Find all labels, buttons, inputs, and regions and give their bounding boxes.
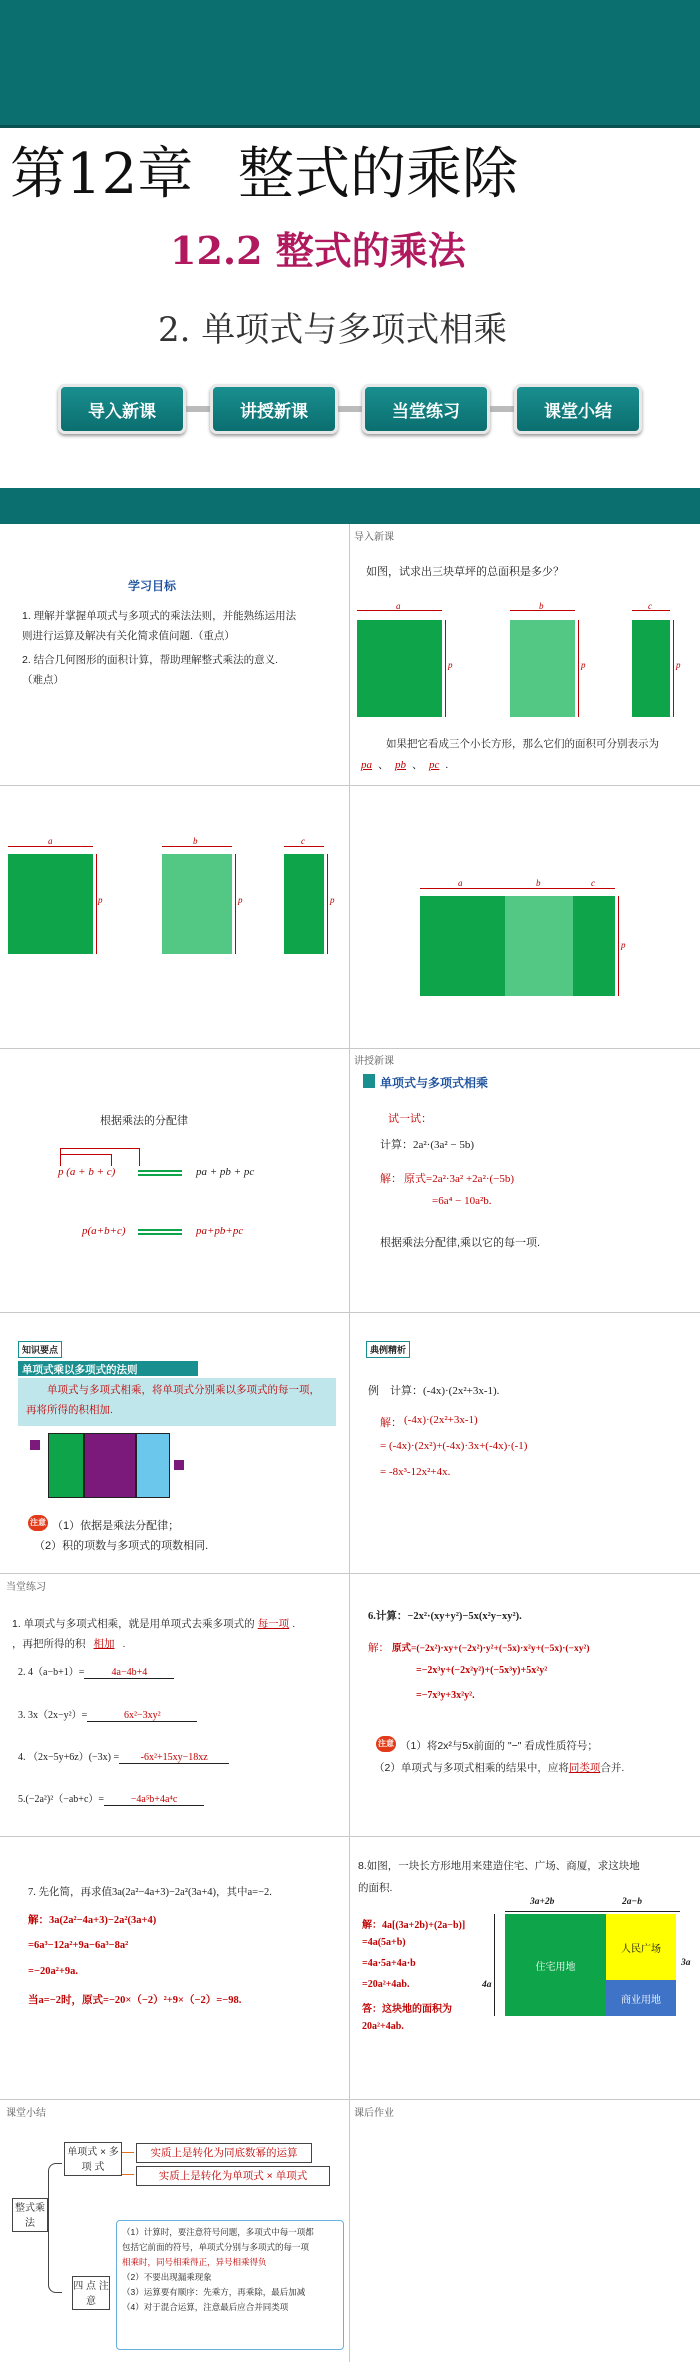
label-p: p (448, 660, 453, 670)
practice-q5 (18, 1790, 204, 1806)
label-c: c (301, 836, 305, 846)
label-a: a (396, 601, 401, 611)
land-side-2: 3a (681, 1958, 691, 1968)
dim-line (578, 620, 579, 717)
practice-q3 (18, 1706, 197, 1722)
label-c: c (591, 878, 595, 888)
lawn-c (632, 620, 670, 717)
q8-text-2: 的面积. (358, 1882, 393, 1894)
sep: 、 (412, 759, 423, 771)
q6-note-2 (374, 1760, 624, 1775)
label-a: a (458, 878, 463, 888)
rule-diagram (48, 1433, 170, 1498)
q6-l1: 原式=(−2x²)·xy+(−2x²)·y²+(−5x)·x²y+(−5x)·(−xy²) (392, 1644, 590, 1654)
lawn-b (510, 620, 575, 717)
sol-label: 解： (368, 1642, 389, 1654)
cover-top-bar (0, 0, 700, 125)
label-b: b (536, 878, 541, 888)
section-tag: 讲授新课 (354, 1056, 394, 1067)
diagram-part (48, 1433, 84, 1498)
equals-sign (138, 1170, 182, 1176)
summary-brace (48, 2163, 62, 2293)
row-divider (0, 1573, 700, 1574)
section-title: 12.2 整式的乘法 (170, 228, 466, 273)
diagram-part (136, 1433, 170, 1498)
q7-l3: =−20a²+9a. (28, 1966, 78, 1977)
answer-row (355, 756, 448, 772)
dim-line (673, 620, 674, 717)
label-p: p (621, 940, 626, 950)
rect-c (284, 854, 324, 954)
q3-answer: 6x²−3xy² (87, 1710, 197, 1722)
summary-box-1: 实质上是转化为同底数幂的运算 (136, 2143, 312, 2163)
q3-text: 3. 3x（2x−y²）= (18, 1710, 88, 1721)
rect-a (8, 854, 93, 954)
note-keyword: 同类项 (568, 1762, 601, 1774)
q1-answer-2: 相加 (93, 1638, 115, 1650)
q4-text: 4. （2x−5y+6z）(−3x) = (18, 1752, 120, 1763)
lawn-question: 如图，试求出三块草坪的总面积是多少？ (366, 566, 564, 578)
expr-p-2: p(a+b+c) (82, 1225, 126, 1237)
nav-intro[interactable]: 导入新课 (58, 384, 186, 434)
section-tag: 知识要点 (18, 1341, 62, 1358)
q1-text: 1. 单项式与多项式相乘，就是用单项式去乘多项式的 (12, 1618, 255, 1630)
combined-a (420, 896, 505, 996)
q4-answer: -6x²+15xy−18xz (119, 1752, 229, 1764)
land-top-1: 3a+2b (530, 1897, 555, 1907)
section-tag: 典例精析 (366, 1341, 410, 1358)
example-question: 例 计算：(-4x)·(2x²+3x-1). (368, 1385, 500, 1397)
q8-l5: 答：这块地的面积为 (362, 2004, 452, 2015)
rect-b (162, 854, 232, 954)
combined-c (573, 896, 615, 996)
goal-1: 1. 理解并掌握单项式与多项式的乘法法则，并能熟练运用法 (22, 610, 297, 622)
goal-1b: 则进行运算及解决有关化简求值问题.（重点） (22, 630, 235, 642)
q8-l1: 解：4a[(3a+2b)+(2a−b)] (362, 1920, 466, 1931)
land-side-1: 4a (482, 1980, 492, 1990)
rule-box (18, 1378, 336, 1426)
row-divider (0, 2099, 700, 2100)
chapter-title: 整式的乘除 (238, 142, 518, 207)
q7-l1: 解：3a(2a²−4a+3)−2a²(3a+4) (28, 1915, 157, 1926)
expr-p: p (a + b + c) (58, 1166, 116, 1178)
subsection-title: 2. 单项式与多项式相乘 (158, 310, 508, 350)
note-text: （2）单项式与多项式相乘的结果中，应将 (374, 1762, 569, 1774)
sep: 、 (378, 759, 389, 771)
sol-line1: 原式=2a²·3a² +2a²·(−5b) (404, 1173, 515, 1185)
nav-summary[interactable]: 课堂小结 (514, 384, 642, 434)
q6-note-1: （1）将2x²与5x前面的 "−" 看成性质符号； (400, 1740, 598, 1752)
note-1: （1）计算时，要注意符号问题，多项式中每一项都 (122, 2227, 314, 2237)
label-p: p (676, 660, 681, 670)
q5-text: 5.(−2a²)²（−ab+c）= (18, 1794, 105, 1805)
calc-question: 计算：2a²·(3a² − 5b) (380, 1139, 475, 1151)
rule-text: 单项式与多项式相乘，将单项式分别乘以多项式的每一项，再将所得的积相加. (26, 1384, 320, 1416)
goal-2b: （难点） (22, 674, 64, 686)
arrow-line (122, 2152, 134, 2153)
dim-line (8, 846, 93, 847)
distributive-text: 根据乘法的分配律 (100, 1115, 188, 1127)
diagram-part (84, 1433, 136, 1498)
example-l1: (-4x)·(2x²+3x-1) (404, 1414, 478, 1426)
result-text: pa + pb + pc (196, 1166, 255, 1178)
sol-label: 解： (380, 1173, 402, 1185)
answer-pb: pb (395, 759, 406, 771)
dim-line (618, 896, 619, 996)
section-tag: 课堂小结 (6, 2108, 46, 2119)
q1-end: . (122, 1638, 126, 1650)
sol-label: 解： (380, 1417, 402, 1429)
note-4: （4）对于混合运算，注意最后应合并同类项 (122, 2302, 289, 2312)
q1-answer: 每一项 (257, 1618, 290, 1630)
land-dim-left (494, 1914, 495, 2016)
row-divider (0, 785, 700, 786)
q7-l2: =6a³−12a²+9a−6a³−8a² (28, 1940, 129, 1951)
label-p: p (238, 895, 243, 905)
notice-2: （2）积的项数与多项式的项数相同. (34, 1540, 209, 1552)
dim-line (420, 888, 615, 889)
label-b: b (539, 601, 544, 611)
sol-note: 根据乘法分配律,乘以它的每一项. (380, 1237, 541, 1249)
label-a: a (48, 836, 53, 846)
title-icon (363, 1074, 375, 1088)
goals-heading: 学习目标 (128, 579, 177, 593)
note-2: （2）不要出现漏乘现象 (122, 2272, 212, 2282)
q8-l6: 20a²+4ab. (362, 2021, 404, 2032)
practice-q4 (18, 1748, 229, 1764)
q8-l3: =4a·5a+4a·b (362, 1958, 416, 1969)
practice-q2 (18, 1663, 174, 1679)
label-c: c (648, 601, 652, 611)
notice-badge: 注意 (28, 1515, 48, 1531)
answer-pc: pc (429, 759, 440, 771)
dim-line (235, 854, 236, 954)
q1-end: . (292, 1618, 296, 1630)
dim-line (96, 854, 97, 954)
note-text-end: 合并. (600, 1762, 625, 1774)
cover-bottom-bar (0, 488, 700, 524)
practice-q1b (12, 1636, 125, 1651)
row-divider (0, 1048, 700, 1049)
q2-text: 2. 4（a−b+1）= (18, 1667, 85, 1678)
summary-node-1: 单项式 × 多 项 式 (64, 2142, 122, 2176)
note-1b: 包括它前面的符号，单项式分别与多项式的每一项 (122, 2242, 310, 2252)
try-label: 试一试： (388, 1113, 432, 1125)
col-divider (349, 524, 350, 2362)
dim-line (327, 854, 328, 954)
label-b: b (193, 836, 198, 846)
answer-pa: pa (361, 759, 372, 771)
goal-2: 2. 结合几何图形的面积计算，帮助理解整式乘法的意义. (22, 654, 279, 666)
section-tag: 导入新课 (354, 532, 394, 543)
q8-text-1: 8.如图，一块长方形地用来建造住宅、广场、商厦，求这块地 (358, 1860, 640, 1872)
note-1c: 相乘时，同号相乘得正，异号相乘得负 (122, 2257, 267, 2267)
diagram-dim (30, 1440, 40, 1450)
example-l3: = -8x³-12x²+4x. (380, 1466, 451, 1478)
nav-lecture[interactable]: 讲授新课 (210, 384, 338, 434)
practice-q1 (12, 1616, 295, 1631)
label-p: p (581, 660, 586, 670)
q6-l3: =−7x³y+3x²y². (416, 1690, 475, 1701)
label-p: p (330, 895, 335, 905)
lawn-a (357, 620, 442, 717)
note-3: （3）运算要有顺序：先乘方，再乘除，最后加减 (122, 2287, 306, 2297)
q8-l2: =4a(5a+b) (362, 1937, 406, 1948)
zone-residential: 住宅用地 (505, 1914, 606, 2016)
dim-line (284, 846, 324, 847)
q7-l4: 当a=−2时，原式=−20×（−2）²+9×（−2）=−98. (28, 1995, 242, 2006)
row-divider (0, 1836, 700, 1837)
homework-tag: 课后作业 (354, 2108, 394, 2119)
zone-plaza: 人民广场 (606, 1914, 676, 1980)
notice-badge: 注意 (376, 1736, 396, 1752)
label-p: p (98, 895, 103, 905)
summary-root: 整式乘法 (12, 2198, 48, 2232)
chapter-number: 第12章 (10, 142, 194, 207)
land-top-2: 2a−b (622, 1897, 643, 1907)
sol-line2: =6a⁴ − 10a²b. (432, 1195, 492, 1207)
notice-1: （1）依据是乘法分配律； (52, 1520, 180, 1532)
q7-text: 7. 先化简，再求值3a(2a²−4a+3)−2a²(3a+4)，其中a=−2. (28, 1887, 272, 1898)
q5-answer: −4a⁵b+4a⁴c (104, 1794, 204, 1806)
result-text-2: pa+pb+pc (196, 1225, 244, 1237)
bracket-arrows (60, 1154, 112, 1166)
dim-line (162, 846, 232, 847)
zone-commercial: 商业用地 (606, 1980, 676, 2016)
nav-practice[interactable]: 当堂练习 (362, 384, 490, 434)
combined-b (505, 896, 573, 996)
slide-title: 单项式与多项式相乘 (380, 1076, 489, 1090)
q2-answer: 4a−4b+4 (84, 1667, 174, 1679)
q6-text: 6.计算：−2x²·(xy+y²)−5x(x²y−xy²). (368, 1611, 522, 1622)
summary-box-2: 实质上是转化为单项式 × 单项式 (136, 2166, 330, 2186)
q8-l4: =20a²+4ab. (362, 1979, 410, 1990)
summary-notes (116, 2220, 344, 2350)
example-l2: = (-4x)·(2x²)+(-4x)·3x+(-4x)·(-1) (380, 1440, 528, 1452)
lawn-desc: 如果把它看成三个小长方形，那么它们的面积可分别表示为 (386, 738, 659, 750)
section-tag: 当堂练习 (6, 1582, 46, 1593)
cover-top-line (0, 125, 700, 128)
summary-node-2: 四 点 注 意 (72, 2276, 110, 2310)
rule-title: 单项式乘以多项式的法则 (22, 1364, 138, 1376)
q1-text-b: ，再把所得的积 (12, 1638, 86, 1650)
dim-line (445, 620, 446, 717)
equals-sign (138, 1229, 182, 1235)
end: . (445, 759, 449, 771)
land-dim-top (505, 1911, 680, 1912)
diagram-dim (174, 1460, 184, 1470)
row-divider (0, 1312, 700, 1313)
q6-l2: =−2x³y+(−2x²y²)+(−5x³y)+5x²y² (416, 1665, 548, 1676)
arrow-line (122, 2174, 134, 2175)
